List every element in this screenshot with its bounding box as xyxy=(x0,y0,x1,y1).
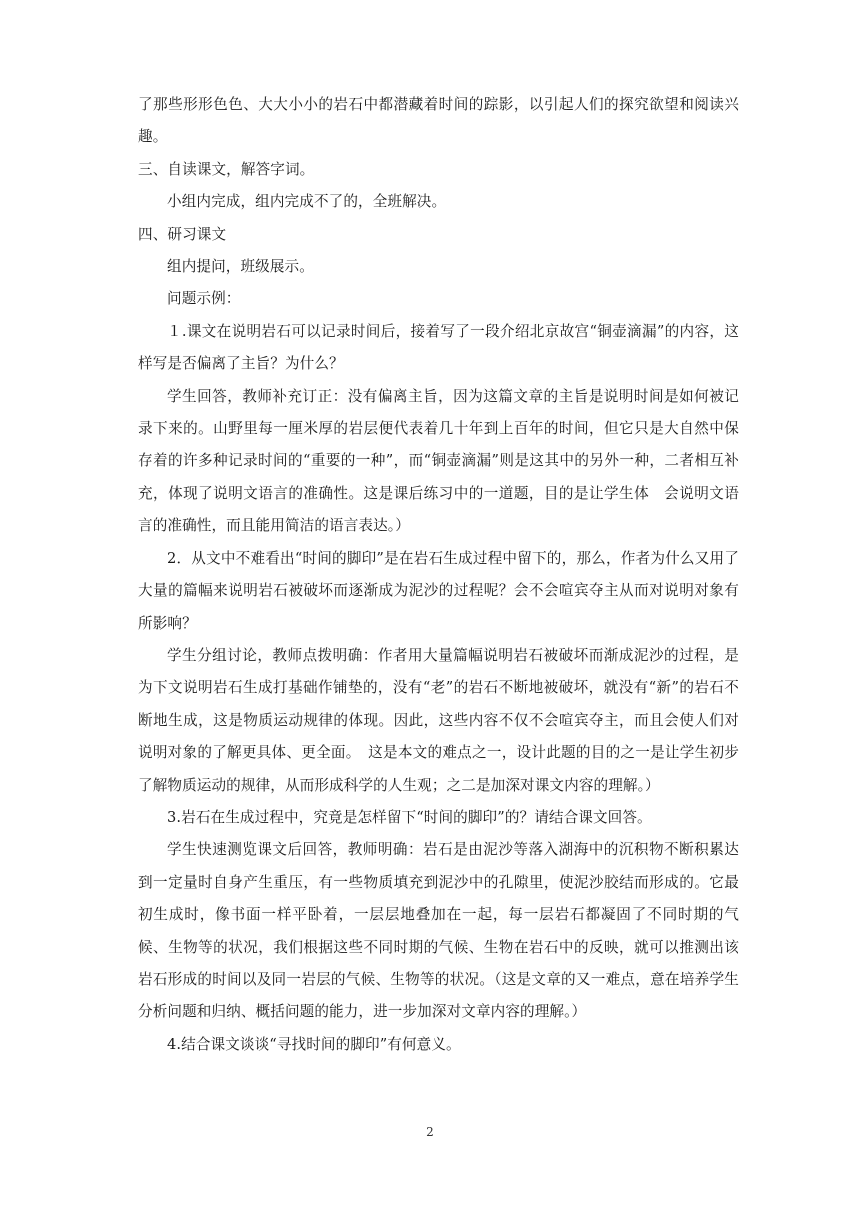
page-number: 2 xyxy=(426,1125,434,1139)
question-3: 3.岩石在生成过程中，究竟是怎样留下“时间的脚印”的？请结合课文回答。 xyxy=(167,808,652,826)
page-content xyxy=(138,89,739,1061)
section-heading-four: 四、研习课文 xyxy=(138,225,227,243)
paragraph-continuation: 了那些形形色色、大大小小的岩石中都潜藏着时间的踪影，以引起人们的探究欲望和阅读兴趣。 xyxy=(138,96,739,146)
answer-1: 学生回答，教师补充订正：没有偏离主旨，因为这篇文章的主旨是说明时间是如何被记录下来的。山野里每一厘米厚的岩层便代表着几十年到上百年的时间，但它只是大自然中保存着的许多种记录时间的“重要的一种”，而“铜壶滴漏”则是这其中的另外一种，二者相互补充，体现了说明文语言的准确性。这是课后练习中的一道题，目的是让学生体 会说明文语言的准确性，而且能用简洁的语言表达。） xyxy=(138,387,739,535)
answer-3: 学生快速测览课文后回答，教师明确：岩石是由泥沙等落入湖海中的沉积物不断积累达到一定量时自身产生重压，有一些物质填充到泥沙中的孔隙里，使泥沙胶结而形成的。它最初生成时，像书面一样平卧着，一层层地叠加在一起，每一层岩石都凝固了不同时期的气候、生物等的状况，我们根据这些不同时期的气候、生物在岩石中的反映，就可以推测出该岩石形成的时间以及同一岩层的气候、生物等的状况。（这是文章的又一难点，意在培养学生分析问题和归纳、概括问题的能力，进一步加深对文章内容的理解。） xyxy=(138,841,739,1021)
section-heading-three: 三、自读课文，解答字词。 xyxy=(138,160,315,178)
question-2: 2．从文中不难看出“时间的脚印”是在岩石生成过程中留下的，那么，作者为什么又用了大量的篇幅来说明岩石被破坏而逐渐成为泥沙的过程呢？会不会喧宾夺主从而对说明对象有所影响？ xyxy=(138,549,739,632)
question-1: １.课文在说明岩石可以记录时间后，接着写了一段介绍北京故宫“铜壶滴漏”的内容，这样写是否偏离了主旨？为什么？ xyxy=(138,322,739,373)
answer-2: 学生分组讨论，教师点拨明确：作者用大量篇幅说明岩石被破坏而渐成泥沙的过程，是为下文说明岩石生成打基础作铺垫的，没有“老”的岩石不断地被破坏，就没有“新”的岩石不断地生成，这是物质运动规律的体现。因此，这些内容不仅不会喧宾夺主，而且会使人们对说明对象的了解更具体、更全面。 这是本文的难点之一，设计此题的目的之一是让学生初步了解物质运动的规律，从而形成科学的人生观；之二是加深对课文内容的理解。） xyxy=(138,646,739,794)
paragraph-class-display: 组内提问，班级展示。 xyxy=(167,258,314,276)
paragraph-group-work: 小组内完成，组内完成不了的，全班解决。 xyxy=(167,193,447,211)
question-4: 4.结合课文谈谈“寻找时间的脚印”有何意义。 xyxy=(167,1035,461,1053)
paragraph-examples-label: 问题示例： xyxy=(167,290,241,308)
